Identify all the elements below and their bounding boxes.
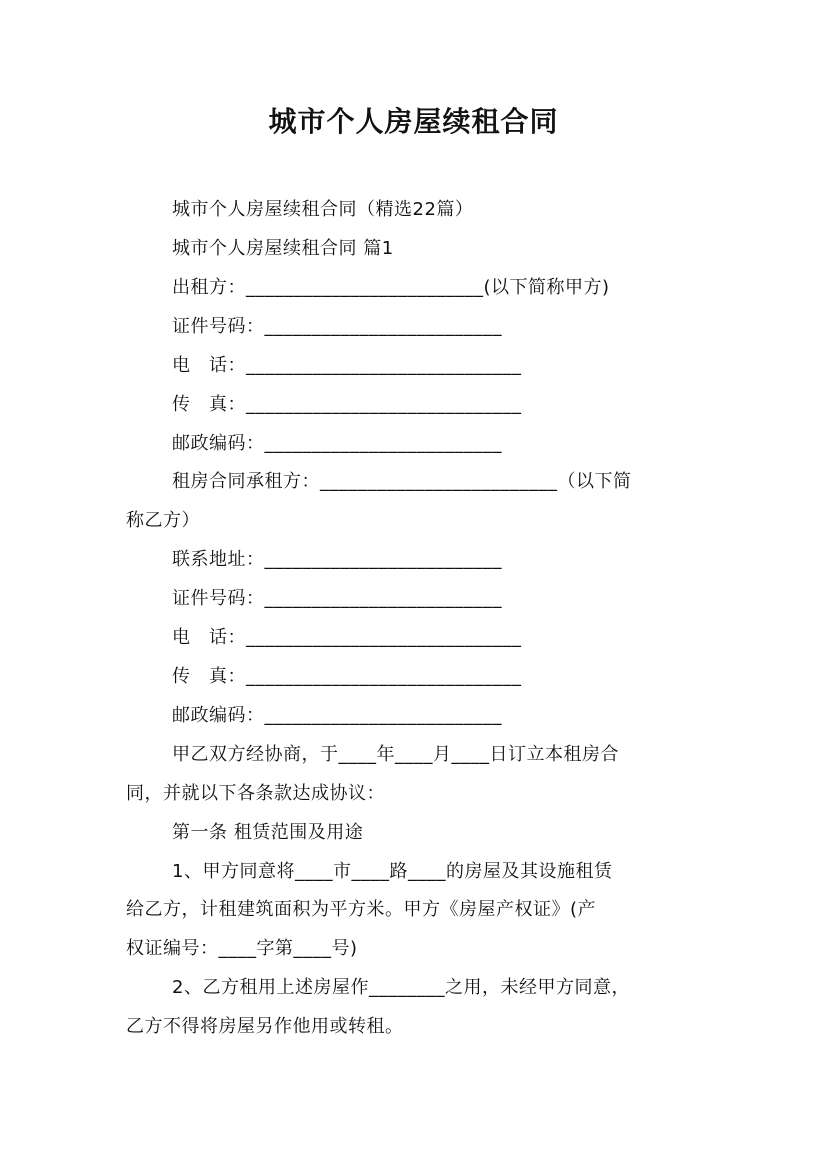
lessor-id-field: 证件号码：_________________________ (172, 316, 502, 337)
clause-1-continued: 给乙方，计租建筑面积为平方米。甲方《房屋产权证》(产 (126, 899, 597, 920)
clause-2: 2、乙方租用上述房屋作________之用，未经甲方同意， (172, 977, 630, 998)
lessee-postcode-field: 邮政编码：_________________________ (172, 705, 502, 726)
lessor-phone-field: 电 话：_____________________________ (172, 355, 522, 376)
article-one-heading: 第一条 租赁范围及用途 (172, 822, 364, 843)
lessee-field-continued: 称乙方） (126, 510, 200, 531)
lessee-address-field: 联系地址：_________________________ (172, 549, 502, 570)
clause-1-continued-2: 权证编号：____字第____号) (126, 938, 358, 959)
clause-1: 1、甲方同意将____市____路____的房屋及其设施租赁 (172, 861, 613, 882)
document-title: 城市个人房屋续租合同 (268, 105, 559, 138)
lessee-id-field: 证件号码：_________________________ (172, 588, 502, 609)
lessee-fax-field: 传 真：_____________________________ (172, 666, 522, 687)
subtitle-line: 城市个人房屋续租合同（精选22篇） (172, 199, 474, 220)
clause-2-continued: 乙方不得将房屋另作他用或转租。 (126, 1016, 404, 1037)
lessor-fax-field: 传 真：_____________________________ (172, 394, 522, 415)
agreement-paragraph-continued: 同，并就以下各条款达成协议： (126, 783, 385, 804)
agreement-paragraph: 甲乙双方经协商，于____年____月____日订立本租房合 (172, 744, 619, 765)
section-heading: 城市个人房屋续租合同 篇1 (172, 238, 394, 259)
lessee-field: 租房合同承租方：_________________________（以下简 (172, 471, 632, 492)
lessor-postcode-field: 邮政编码：_________________________ (172, 433, 502, 454)
lessor-field: 出租方：_________________________(以下简称甲方) (172, 277, 610, 298)
lessee-phone-field: 电 话：_____________________________ (172, 627, 522, 648)
